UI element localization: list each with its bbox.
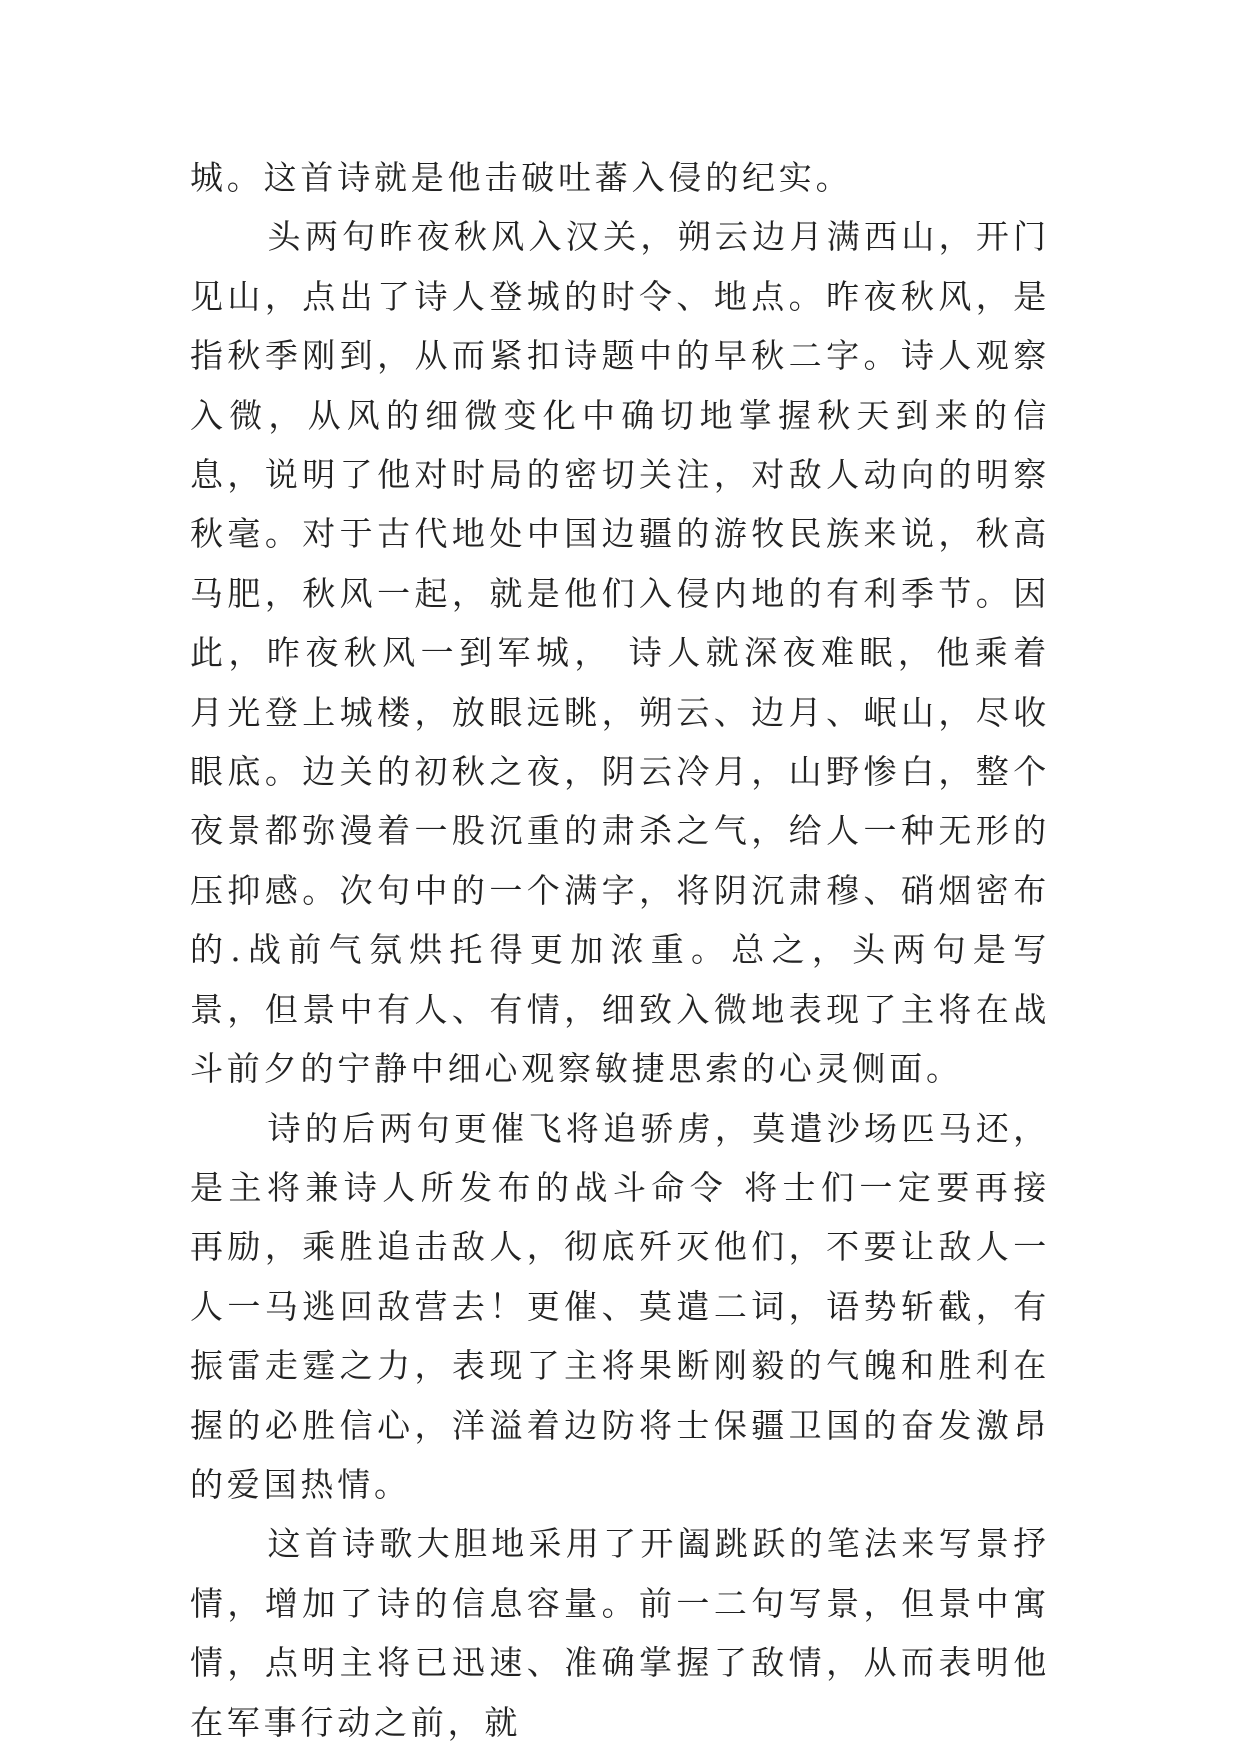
paragraph-closing-lines: 诗的后两句更催飞将追骄虏，莫遣沙场匹马还，是主将兼诗人所发布的战斗命令 将士们一定要再接再励，乘胜追击敌人，彻底歼灭他们，不要让敌人一人一马逃回敌营去！更催、莫遣二词，语势斩截，有振雷走霆之力，表现了主将果断刚毅的气魄和胜利在握的必胜信心，洋溢着边防将士保疆卫国的奋发激昂的爱国热情。 (190, 1108, 1050, 1504)
paragraph-continuation: 城。这首诗就是他击破吐蕃入侵的纪实。 (190, 158, 853, 197)
document-body (190, 148, 1050, 1752)
paragraph-opening-lines: 头两句昨夜秋风入汉关，朔云边月满西山，开门见山，点出了诗人登城的时令、地点。昨夜秋风，是指秋季刚到，从而紧扣诗题中的早秋二字。诗人观察入微，从风的细微变化中确切地掌握秋天到来的信息，说明了他对时局的密切关注，对敌人动向的明察秋毫。对于古代地处中国边疆的游牧民族来说，秋高马肥，秋风一起，就是他们入侵内地的有利季节。因此，昨夜秋风一到军城， 诗人就深夜难眠，他乘着月光登上城楼，放眼远眺，朔云、边月、岷山，尽收眼底。边关的初秋之夜，阴云冷月，山野惨白，整个夜景都弥漫着一股沉重的肃杀之气，给人一种无形的压抑感。次句中的一个满字，将阴沉肃穆、硝烟密布的.战前气氛烘托得更加浓重。总之，头两句是写景，但景中有人、有情，细致入微地表现了主将在战斗前夕的宁静中细心观察敏捷思索的心灵侧面。 (190, 217, 1050, 1089)
paragraph-technique: 这首诗歌大胆地采用了开阖跳跃的笔法来写景抒情，增加了诗的信息容量。前一二句写景，但景中寓情，点明主将已迅速、准确掌握了敌情，从而表明他在军事行动之前，就 (190, 1524, 1050, 1742)
